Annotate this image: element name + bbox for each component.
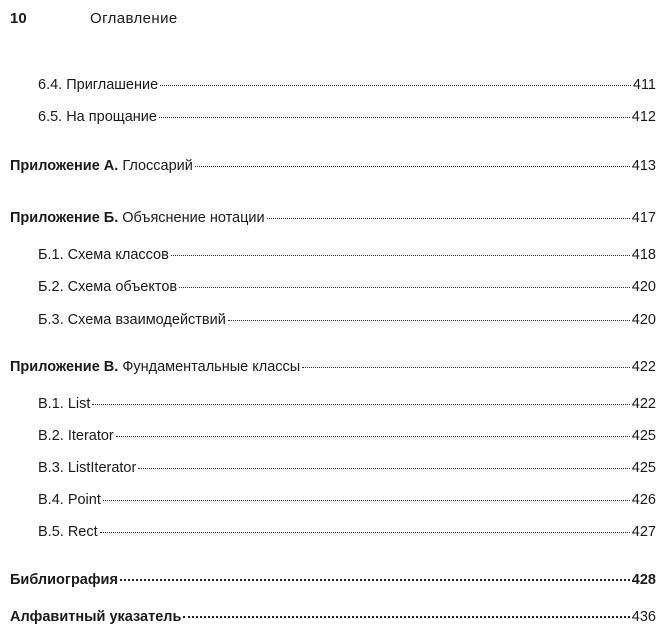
toc-entry-label: Б.1. Схема классов — [38, 247, 169, 263]
toc-entry-v-3[interactable] — [38, 459, 656, 477]
toc-entry-v-4[interactable] — [38, 491, 656, 509]
appendix-lead: Приложение А. — [10, 158, 119, 174]
running-title: Оглавление — [90, 10, 178, 27]
dot-leader — [116, 436, 630, 437]
page-number: 10 — [10, 10, 27, 27]
dot-leader — [160, 85, 631, 86]
toc-entry-label: Б.2. Схема объектов — [38, 279, 178, 295]
toc-entry-page: 411 — [632, 77, 656, 93]
dot-leader — [100, 532, 630, 533]
toc-entry-v-1[interactable] — [38, 395, 656, 413]
toc-entry-page: 420 — [631, 279, 656, 295]
toc-entry-page: 422 — [631, 359, 656, 375]
toc-entry-label: В.4. Point — [38, 492, 101, 508]
toc-entry-v-5[interactable] — [38, 523, 656, 541]
toc-entry-page: 427 — [631, 524, 656, 540]
toc-entry-label — [10, 358, 300, 376]
toc-entry-page: 417 — [631, 210, 656, 226]
toc-entry-page: 426 — [631, 492, 656, 508]
toc-entry-b-2[interactable] — [38, 278, 656, 296]
dot-leader — [267, 218, 630, 219]
toc-entry-page: 418 — [631, 247, 656, 263]
appendix-title: Фундаментальные классы — [118, 359, 301, 375]
toc-entry-page: 436 — [631, 609, 656, 625]
dot-leader — [302, 367, 630, 368]
toc-entry-label — [10, 209, 265, 227]
toc-entry-appendix-a[interactable] — [10, 157, 656, 175]
toc-entry-label: В.2. Iterator — [38, 428, 114, 444]
appendix-lead: Приложение В. — [10, 359, 119, 375]
toc-entry-label: Алфавитный указатель — [10, 609, 182, 625]
toc-entry-label: 6.4. Приглашение — [38, 77, 159, 93]
dot-leader — [92, 404, 629, 405]
toc-entry-label: В.1. List — [38, 396, 91, 412]
toc-entry-page: 425 — [631, 460, 656, 476]
dot-leader — [171, 255, 630, 256]
dot-leader — [159, 117, 630, 118]
toc-entry-page: 413 — [631, 158, 656, 174]
dot-leader — [195, 166, 630, 167]
toc-entry-label — [10, 157, 193, 175]
toc-entry-b-1[interactable] — [38, 246, 656, 264]
toc-entry-label: Библиография — [10, 572, 118, 588]
toc-entry-label: 6.5. На прощание — [38, 109, 157, 125]
appendix-title: Глоссарий — [118, 158, 193, 174]
page-header — [10, 10, 178, 34]
toc-entry-label: В.3. ListIterator — [38, 460, 137, 476]
toc-entry-label: Б.3. Схема взаимодействий — [38, 312, 226, 328]
appendix-lead: Приложение Б. — [10, 210, 119, 226]
dot-leader — [179, 287, 630, 288]
toc-entry-appendix-b[interactable] — [10, 209, 656, 227]
toc-entry-6-4[interactable] — [38, 76, 656, 94]
toc-entry-6-5[interactable] — [38, 108, 656, 126]
toc-entry-page: 428 — [631, 572, 656, 588]
toc-entry-page: 422 — [631, 396, 656, 412]
toc-entry-page: 420 — [631, 312, 656, 328]
toc-entry-appendix-v[interactable] — [10, 358, 656, 376]
toc-entry-page: 425 — [631, 428, 656, 444]
toc-entry-label: В.5. Rect — [38, 524, 98, 540]
dot-leader — [138, 468, 629, 469]
toc-entry-index[interactable] — [10, 608, 656, 626]
dot-leader — [120, 579, 630, 581]
dot-leader — [228, 320, 630, 321]
appendix-title: Объяснение нотации — [118, 210, 265, 226]
toc-entry-v-2[interactable] — [38, 427, 656, 445]
toc-entry-b-3[interactable] — [38, 311, 656, 329]
toc-entry-page: 412 — [631, 109, 656, 125]
dot-leader — [103, 500, 630, 501]
toc-entry-bibliography[interactable] — [10, 571, 656, 589]
dot-leader — [183, 616, 629, 618]
